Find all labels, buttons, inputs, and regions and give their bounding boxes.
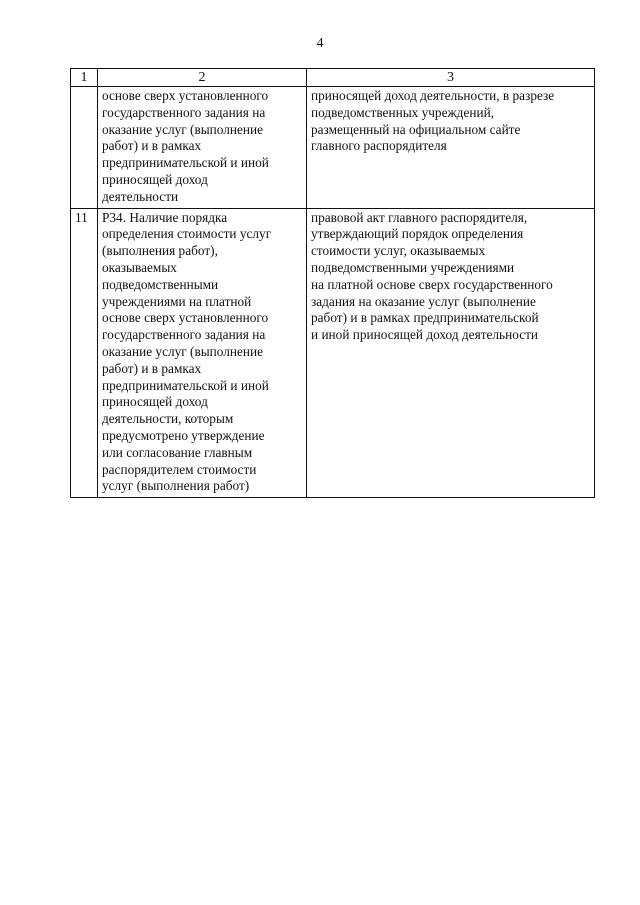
text-line: работ) и в рамках bbox=[102, 138, 202, 154]
text-line: подведомственных учреждений, bbox=[311, 104, 495, 120]
text-line: или согласование главным bbox=[102, 444, 253, 460]
text-line: Р34. Наличие порядка bbox=[102, 209, 228, 225]
text-line: приносящей доход bbox=[102, 394, 208, 410]
text-line: услуг (выполнения работ) bbox=[102, 478, 250, 494]
text-line: определения стоимости услуг bbox=[102, 226, 272, 242]
source-cell bbox=[307, 87, 595, 209]
text-line: главного распорядителя bbox=[311, 138, 447, 154]
source-cell bbox=[307, 208, 595, 498]
text-line: утверждающий порядок определения bbox=[311, 226, 524, 242]
text-line: правовой акт главного распорядителя, bbox=[311, 209, 528, 225]
text-line: предусмотрено утверждение bbox=[102, 427, 265, 443]
header-cell-col1: 1 bbox=[71, 69, 98, 87]
criterion-cell bbox=[98, 87, 307, 209]
text-line: оказываемых bbox=[102, 259, 177, 275]
text-line: учреждениями на платной bbox=[102, 293, 252, 309]
text-line: предпринимательской и иной bbox=[102, 377, 269, 393]
text-line: основе сверх установленного bbox=[102, 310, 269, 326]
text-line: приносящей доход деятельности, в разрезе bbox=[311, 88, 555, 103]
criteria-table bbox=[70, 68, 595, 498]
text-line: распорядителем стоимости bbox=[102, 461, 257, 477]
row-number-cell bbox=[71, 87, 98, 209]
text-line: государственного задания на bbox=[102, 327, 266, 343]
text-line: работ) и в рамках предпринимательской bbox=[311, 310, 539, 326]
page-number: 4 bbox=[316, 36, 324, 51]
text-line: (выполнения работ), bbox=[102, 243, 218, 259]
text-line: приносящей доход bbox=[102, 171, 208, 187]
text-line: деятельности, которым bbox=[102, 411, 234, 427]
text-line: размещенный на официальном сайте bbox=[311, 121, 521, 137]
row-number-cell: 11 bbox=[71, 208, 98, 498]
text-line: государственного задания на bbox=[102, 104, 266, 120]
text-line: стоимости услуг, оказываемых bbox=[311, 243, 486, 259]
text-line: оказание услуг (выполнение bbox=[102, 121, 264, 137]
text-line: деятельности bbox=[102, 188, 179, 204]
header-cell-col3: 3 bbox=[307, 69, 595, 87]
text-line: подведомственными bbox=[102, 276, 219, 292]
text-line: задания на оказание услуг (выполнение bbox=[311, 293, 536, 309]
text-line: предпринимательской и иной bbox=[102, 155, 269, 171]
criterion-cell bbox=[98, 208, 307, 498]
table-row bbox=[71, 87, 595, 209]
text-line: оказание услуг (выполнение bbox=[102, 343, 264, 359]
text-line: работ) и в рамках bbox=[102, 360, 202, 376]
text-line: основе сверх установленного bbox=[102, 88, 269, 103]
text-line: подведомственными учреждениями bbox=[311, 259, 515, 275]
text-line: на платной основе сверх государственного bbox=[311, 276, 553, 292]
table-header-row bbox=[71, 69, 595, 87]
table-row bbox=[71, 208, 595, 498]
text-line: и иной приносящей доход деятельности bbox=[311, 327, 539, 343]
header-cell-col2: 2 bbox=[98, 69, 307, 87]
